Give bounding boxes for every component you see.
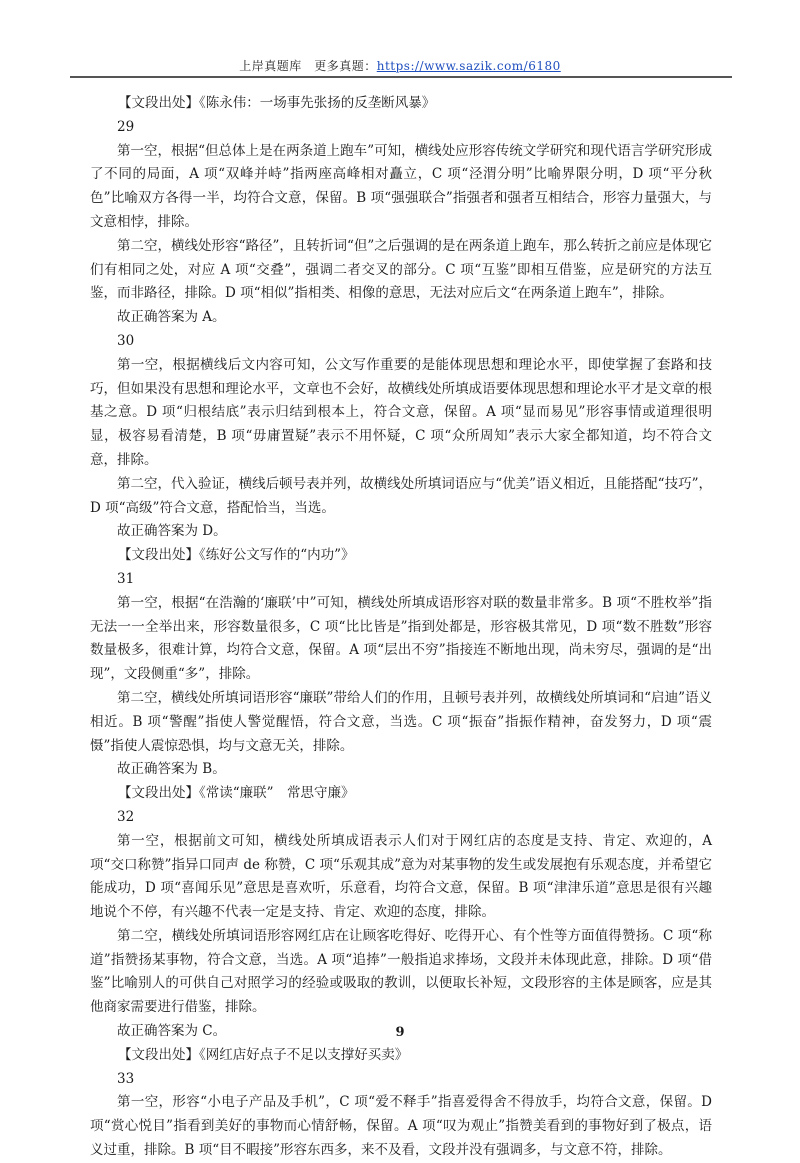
explanation-paragraph: 第一空，形容“小电子产品及手机”，C 项“爱不释手”指喜爱得舍不得放手，均符合文意，保留。D 项“赏心悦目”指看到美好的事物而心情舒畅，保留。A 项“叹为观止”指赞美看到的事物好到了极点，语义过重，排除。B 项“目不暇接”形容东西多，来不及看，文段并没有强调多，与文意不符，排除。 xyxy=(90,1094,712,1159)
explanation-paragraph: 第一空，根据“在浩瀚的‘廉联’中”可知，横线处所填成语形容对联的数量非常多。B 项“不胜枚举”指无法一一全举出来，形容数量很多，C 项“比比皆是”指到处都是，形容极其常见，D 项“数不胜数”形容数量极多，很难计算，均符合文意，保留。A 项“层出不穷”指接连不断地出现，尚未穷尽，强调的是“出现”，文段侧重“多”，排除。 xyxy=(90,594,712,683)
question-number: 31 xyxy=(117,570,135,587)
question-number: 29 xyxy=(117,118,135,135)
explanation-paragraph: 第一空，根据横线后文内容可知，公文写作重要的是能体现思想和理论水平，即使掌握了套路和技巧，但如果没有思想和理论水平，文章也不会好，故横线处所填成语要体现思想和理论水平才是文章的根基之意。D 项“归根结底”表示归结到根本上，符合文意，保留。A 项“显而易见”形容事情或道理很明显，极容易看清楚，B 项“毋庸置疑”表示不用怀疑，C 项“众所周知”表示大家全都知道，均不符合文意，排除。 xyxy=(90,356,712,468)
explanation-paragraph: 第二空，横线处所填词语形容“廉联”带给人们的作用，且顿号表并列，故横线处所填词和“启迪”语义相近。B 项“警醒”指使人警觉醒悟，符合文意，当选。C 项“振奋”指振作精神，奋发努力，D 项“震慑”指使人震惊恐惧，均与文意无关，排除。 xyxy=(90,689,712,754)
explanation-paragraph: 第二空，横线处所填词语形容网红店在让顾客吃得好、吃得开心、有个性等方面值得赞扬。C 项“称道”指赞扬某事物，符合文意，当选。A 项“追捧”一般指追求捧场，文段并未体现此意，排除。D 项“借鉴”比喻别人的可供自己对照学习的经验或吸取的教训，以便取长补短，文段形容的主体是顾客，应是其他商家需要进行借鉴，排除。 xyxy=(90,927,712,1016)
explanation-paragraph: 第二空，代入验证，横线后顿号表并列，故横线处所填词语应与“优美”语义相近，且能搭配“技巧”，D 项“高级”符合文意，搭配恰当，当选。 xyxy=(90,475,712,516)
header-link[interactable]: https://www.sazik.com/6180 xyxy=(376,59,561,73)
question-number: 32 xyxy=(117,808,135,825)
explanation-paragraph: 故正确答案为 C。 xyxy=(117,1023,227,1040)
explanation-paragraph: 故正确答案为 A。 xyxy=(117,309,226,326)
source-citation: 【文段出处】《网红店好点子不足以支撑好买卖》 xyxy=(118,1046,409,1063)
page-number: 9 xyxy=(395,1025,405,1040)
header-prefix: 上岸真题库 更多真题： xyxy=(239,59,377,73)
explanation-paragraph: 第二空，横线处形容“路径”，且转折词“但”之后强调的是在两条道上跑车，那么转折之前应是体现它们有相同之处，对应 A 项“交叠”，强调二者交叉的部分。C 项“互鉴”即相互借鉴，应是研究的方法互鉴，而非路径，排除。D 项“相似”指相类、相像的意思，无法对应后文“在两条道上跑车”，排除。 xyxy=(90,237,712,302)
explanation-paragraph: 故正确答案为 D。 xyxy=(117,523,227,540)
question-number: 30 xyxy=(117,332,135,349)
source-citation: 【文段出处】《常读“廉联” 常思守廉》 xyxy=(118,785,355,802)
source-citation: 【文段出处】《练好公文写作的“内功”》 xyxy=(118,547,355,564)
explanation-paragraph: 第一空，根据“但总体上是在两条道上跑车”可知，横线处应形容传统文学研究和现代语言学研究形成了不同的局面，A 项“双峰并峙”指两座高峰相对矗立，C 项“泾渭分明”比喻界限分明，D 项“平分秋色”比喻双方各得一半，均符合文意，保留。B 项“强强联合”指强者和强者互相结合，形容力量强大，与文意相悖，排除。 xyxy=(90,142,712,230)
header-divider xyxy=(70,76,732,78)
page-header xyxy=(0,57,800,74)
source-citation: 【文段出处】《陈永伟：一场事先张扬的反垄断风暴》 xyxy=(118,95,436,111)
explanation-paragraph: 故正确答案为 B。 xyxy=(117,761,226,778)
question-number: 33 xyxy=(117,1070,135,1087)
explanation-paragraph: 第一空，根据前文可知，横线处所填成语表示人们对于网红店的态度是支持、肯定、欢迎的，A 项“交口称赞”指异口同声 de 称赞，C 项“乐观其成”意为对某事物的发生或发展抱有乐观态度，并希望它能成功，D 项“喜闻乐见”意思是喜欢听，乐意看，均符合文意，保留。B 项“津津乐道”意思是很有兴趣地说个不停，有兴趣不代表一定是支持、肯定、欢迎的态度，排除。 xyxy=(90,832,712,921)
document-body xyxy=(90,92,712,1163)
